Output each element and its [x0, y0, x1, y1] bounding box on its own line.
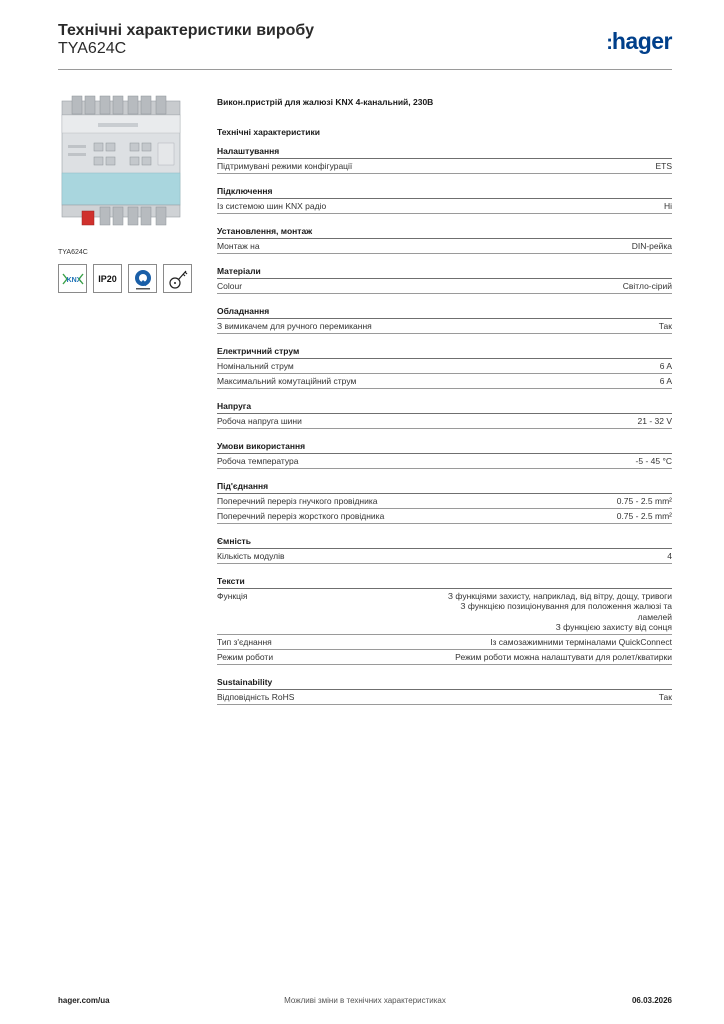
spec-row — [217, 509, 672, 524]
spec-value: Ні — [663, 200, 672, 211]
spec-group-title: Налаштування — [217, 145, 672, 159]
image-caption: TYA624C — [58, 249, 88, 256]
quickconnect-icon — [128, 264, 157, 293]
spec-group — [217, 480, 672, 524]
key-icon — [163, 264, 192, 293]
spec-value: 6 A — [659, 360, 672, 371]
spec-group — [217, 575, 672, 665]
logo-text: hager — [611, 28, 672, 54]
knx-logo-icon — [58, 264, 87, 293]
spec-group — [217, 145, 672, 174]
document-subtitle: TYA624C — [58, 40, 127, 57]
spec-value: 21 - 32 V — [637, 415, 672, 426]
spec-group-title: Підключення — [217, 185, 672, 199]
spec-row — [217, 319, 672, 334]
spec-row — [217, 589, 672, 635]
spec-value: 6 A — [659, 375, 672, 386]
spec-group-title: Матеріали — [217, 265, 672, 279]
spec-key: Тип з'єднання — [217, 636, 272, 647]
product-image — [58, 95, 201, 238]
spec-value: Світло-сірий — [622, 280, 672, 291]
spec-group — [217, 345, 672, 389]
spec-group-title: Під'єднання — [217, 480, 672, 494]
spec-key: Поперечний переріз гнучкого провідника — [217, 495, 378, 506]
hager-logo[interactable] — [606, 28, 672, 55]
spec-value: ETS — [655, 160, 672, 171]
spec-value-line: З функцією позиціонування для положення жалюзі та — [460, 601, 672, 611]
spec-key: Із системою шин KNX радіо — [217, 200, 327, 211]
spec-key: Поперечний переріз жорсткого провідника — [217, 510, 385, 521]
spec-row — [217, 454, 672, 469]
spec-value: 4 — [667, 550, 672, 561]
spec-row — [217, 494, 672, 509]
spec-value: Так — [658, 320, 672, 331]
spec-group — [217, 225, 672, 254]
spec-key: Кількість модулів — [217, 550, 285, 561]
spec-key: Номінальний струм — [217, 360, 294, 371]
spec-value-line: З функцією захисту від сонця — [555, 622, 672, 632]
spec-row — [217, 549, 672, 564]
spec-group — [217, 440, 672, 469]
specifications-panel — [217, 95, 672, 705]
spec-key: Робоча температура — [217, 455, 299, 466]
spec-group-title: Установлення, монтаж — [217, 225, 672, 239]
spec-value — [448, 591, 672, 633]
spec-groups — [217, 145, 672, 705]
spec-group — [217, 676, 672, 705]
spec-row — [217, 159, 672, 174]
ip20-label: IP20 — [98, 273, 117, 284]
spec-row — [217, 359, 672, 374]
spec-row — [217, 239, 672, 254]
footer-note: Можливі зміни в технічних характеристиках — [284, 996, 446, 1005]
footer-date: 06.03.2026 — [631, 996, 672, 1005]
ip20-icon — [93, 264, 122, 293]
spec-group-title: Sustainability — [217, 676, 672, 690]
footer-website-link[interactable]: hager.com/ua — [58, 996, 110, 1005]
logo-dots: : — [606, 32, 611, 54]
spec-row — [217, 414, 672, 429]
spec-group — [217, 185, 672, 214]
spec-key: З вимикачем для ручного перемикання — [217, 320, 372, 331]
spec-row — [217, 199, 672, 214]
spec-value: Із самозажимними терміналами QuickConnect — [490, 636, 672, 647]
spec-key: Робоча напруга шини — [217, 415, 302, 426]
spec-key: Функція — [217, 590, 248, 601]
spec-group — [217, 400, 672, 429]
spec-key: Відповідність RoHS — [217, 691, 295, 702]
spec-row — [217, 374, 672, 389]
spec-row — [217, 279, 672, 294]
spec-group — [217, 305, 672, 334]
spec-value: DIN-рейка — [631, 240, 672, 251]
spec-group-title: Ємність — [217, 535, 672, 549]
spec-group-title: Обладнання — [217, 305, 672, 319]
spec-key: Режим роботи — [217, 651, 274, 662]
spec-key: Максимальний комутаційний струм — [217, 375, 357, 386]
product-panel — [58, 95, 201, 293]
product-name: Викон.пристрій для жалюзі KNX 4-канальний, 230В — [217, 97, 434, 107]
spec-key: Монтаж на — [217, 240, 260, 251]
spec-value: -5 - 45 °C — [635, 455, 672, 466]
spec-row — [217, 650, 672, 665]
spec-group-title: Тексти — [217, 575, 672, 589]
knx-logo-text: KNX — [66, 276, 81, 284]
spec-group — [217, 535, 672, 564]
spec-group-title: Напруга — [217, 400, 672, 414]
spec-group-title: Електричний струм — [217, 345, 672, 359]
spec-row — [217, 635, 672, 650]
spec-value-line: ламелей — [637, 611, 672, 622]
header-divider — [58, 69, 672, 70]
page-header — [58, 22, 672, 70]
spec-value-line: З функціями захисту, наприклад, від вітру, дощу, тривоги — [447, 590, 672, 601]
spec-row — [217, 690, 672, 705]
spec-group-title: Умови використання — [217, 440, 672, 454]
spec-group — [217, 265, 672, 294]
spec-key: Colour — [217, 280, 243, 291]
spec-value: Так — [658, 691, 672, 702]
spec-key: Підтримувані режими конфігурації — [217, 160, 353, 171]
specs-section-title: Технічні характеристики — [217, 127, 320, 137]
spec-value: Режим роботи можна налаштувати для ролет/кватирки — [455, 651, 672, 662]
spec-value: 0.75 - 2.5 mm² — [616, 510, 672, 521]
certification-icons — [58, 264, 201, 293]
document-title: Технічні характеристики виробу — [58, 22, 314, 39]
spec-value: 0.75 - 2.5 mm² — [616, 495, 672, 506]
